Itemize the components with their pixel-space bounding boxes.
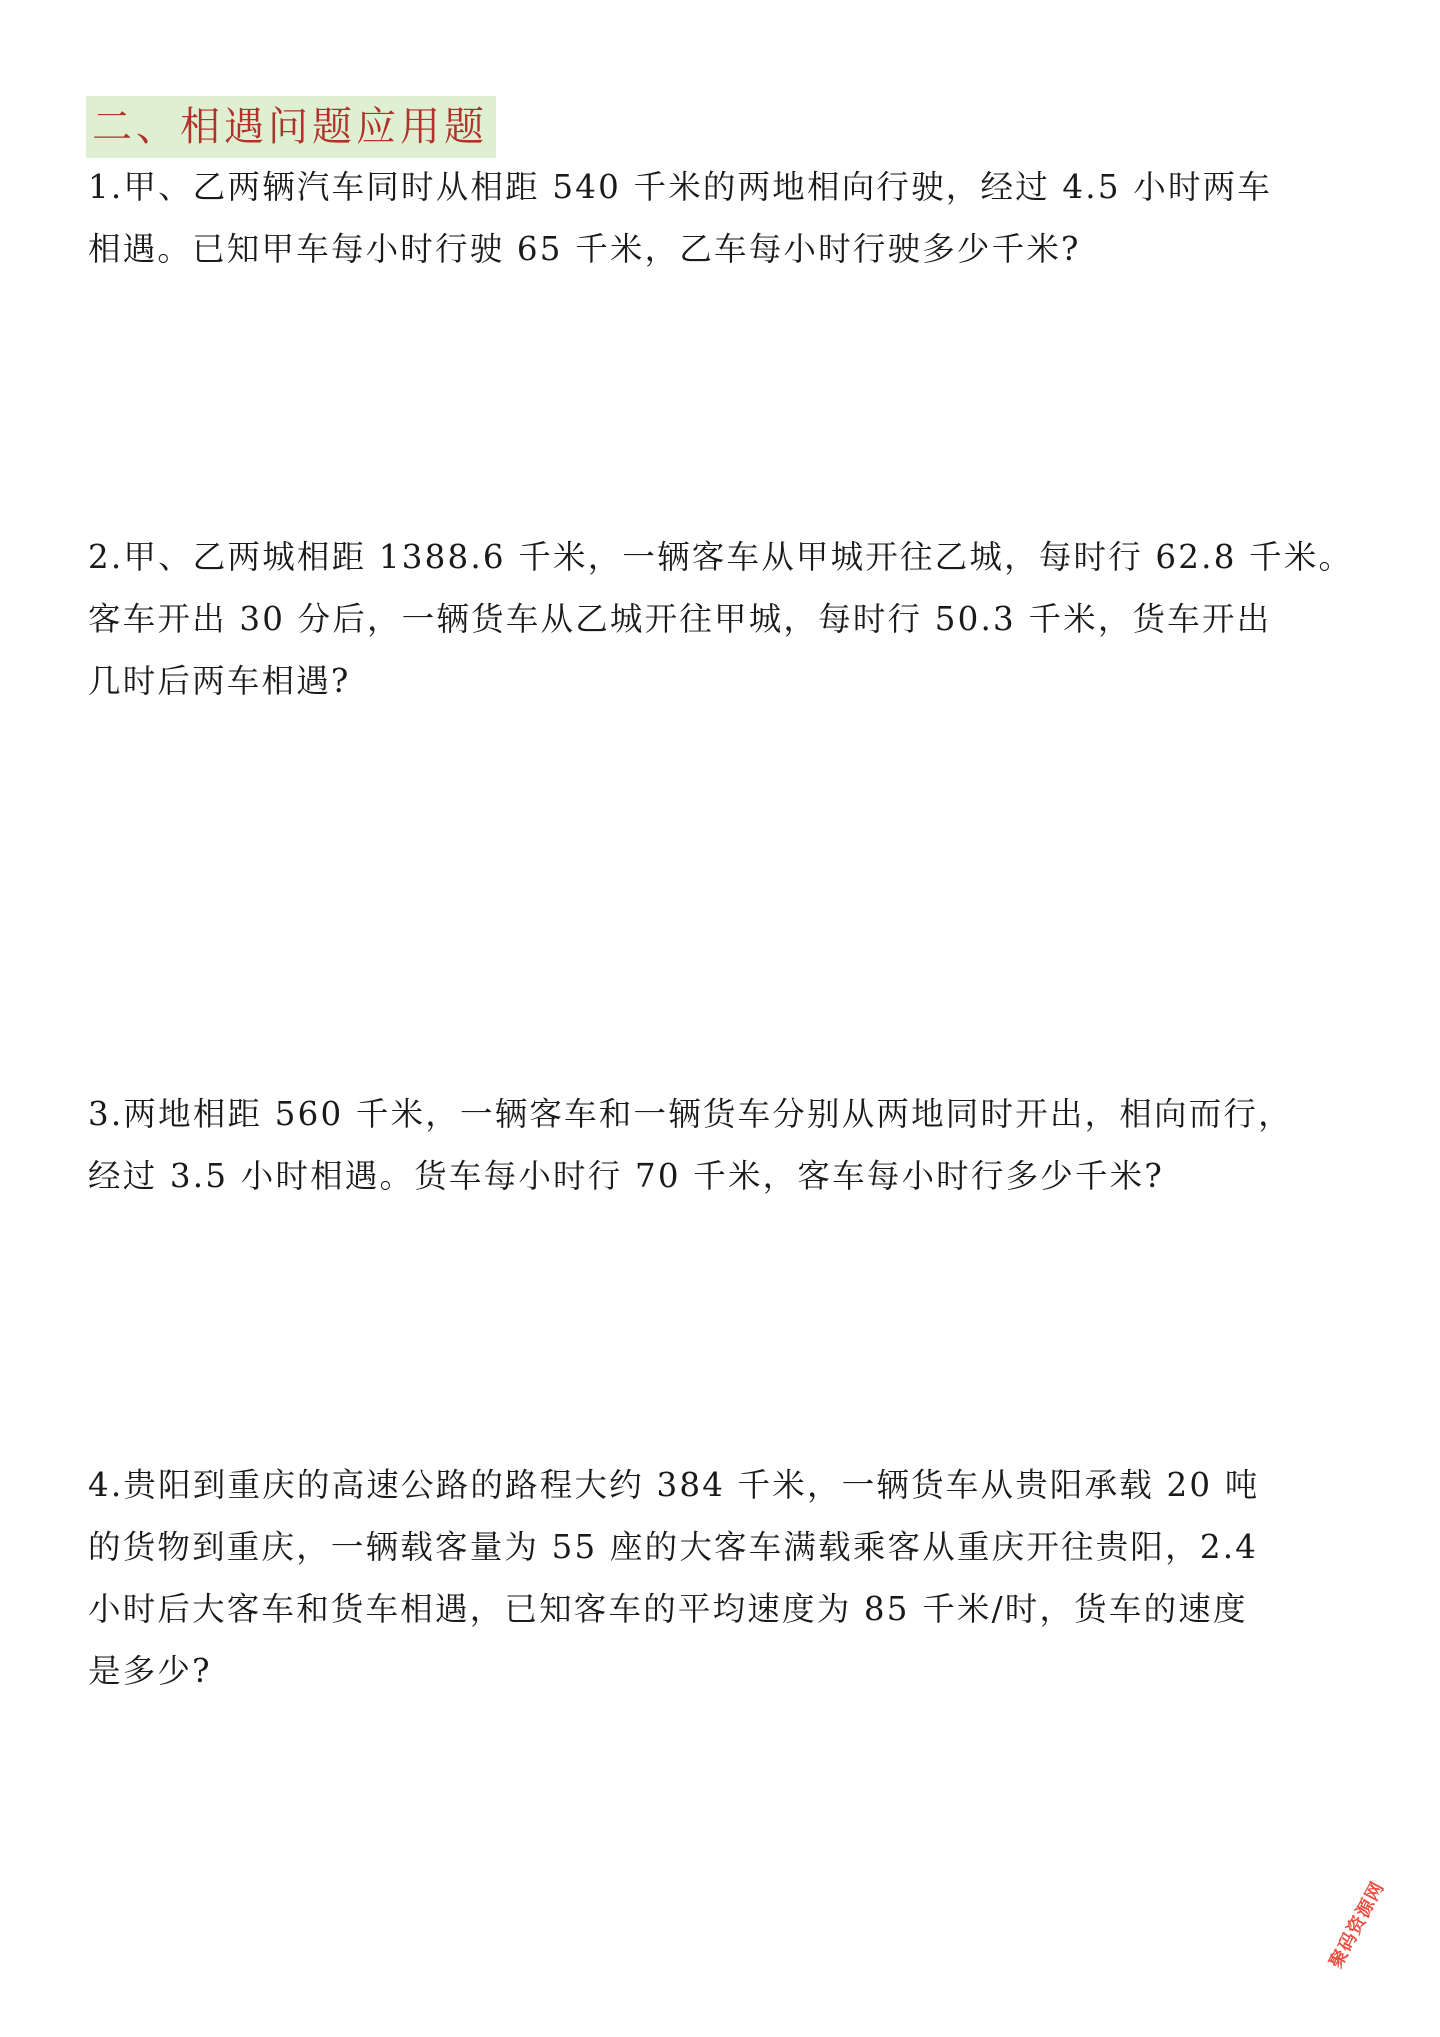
question-3 bbox=[88, 1083, 1360, 1207]
question-1 bbox=[88, 156, 1360, 280]
question-line: 客车开出 30 分后，一辆货车从乙城开往甲城，每时行 50.3 千米，货车开出 bbox=[88, 600, 1272, 638]
question-line: 是多少? bbox=[88, 1652, 212, 1690]
question-4 bbox=[88, 1454, 1360, 1702]
section-title: 二、相遇问题应用题 bbox=[86, 96, 496, 158]
question-line: 2.甲、乙两城相距 1388.6 千米，一辆客车从甲城开往乙城，每时行 62.8 千米。 bbox=[88, 538, 1354, 576]
question-line: 3.两地相距 560 千米，一辆客车和一辆货车分别从两地同时开出，相向而行， bbox=[88, 1095, 1293, 1133]
watermark: 聚码资源网 bbox=[1325, 1877, 1389, 1972]
question-line: 1.甲、乙两辆汽车同时从相距 540 千米的两地相向行驶，经过 4.5 小时两车 bbox=[88, 168, 1273, 206]
question-line: 4.贵阳到重庆的高速公路的路程大约 384 千米，一辆货车从贵阳承载 20 吨 bbox=[88, 1466, 1260, 1504]
question-line: 的货物到重庆，一辆载客量为 55 座的大客车满载乘客从重庆开往贵阳，2.4 bbox=[88, 1528, 1259, 1566]
question-line: 几时后两车相遇? bbox=[88, 662, 351, 700]
question-line: 经过 3.5 小时相遇。货车每小时行 70 千米，客车每小时行多少千米? bbox=[88, 1157, 1164, 1195]
question-line: 相遇。已知甲车每小时行驶 65 千米，乙车每小时行驶多少千米? bbox=[88, 230, 1081, 268]
question-line: 小时后大客车和货车相遇，已知客车的平均速度为 85 千米/时，货车的速度 bbox=[88, 1590, 1248, 1628]
question-2 bbox=[88, 526, 1360, 712]
